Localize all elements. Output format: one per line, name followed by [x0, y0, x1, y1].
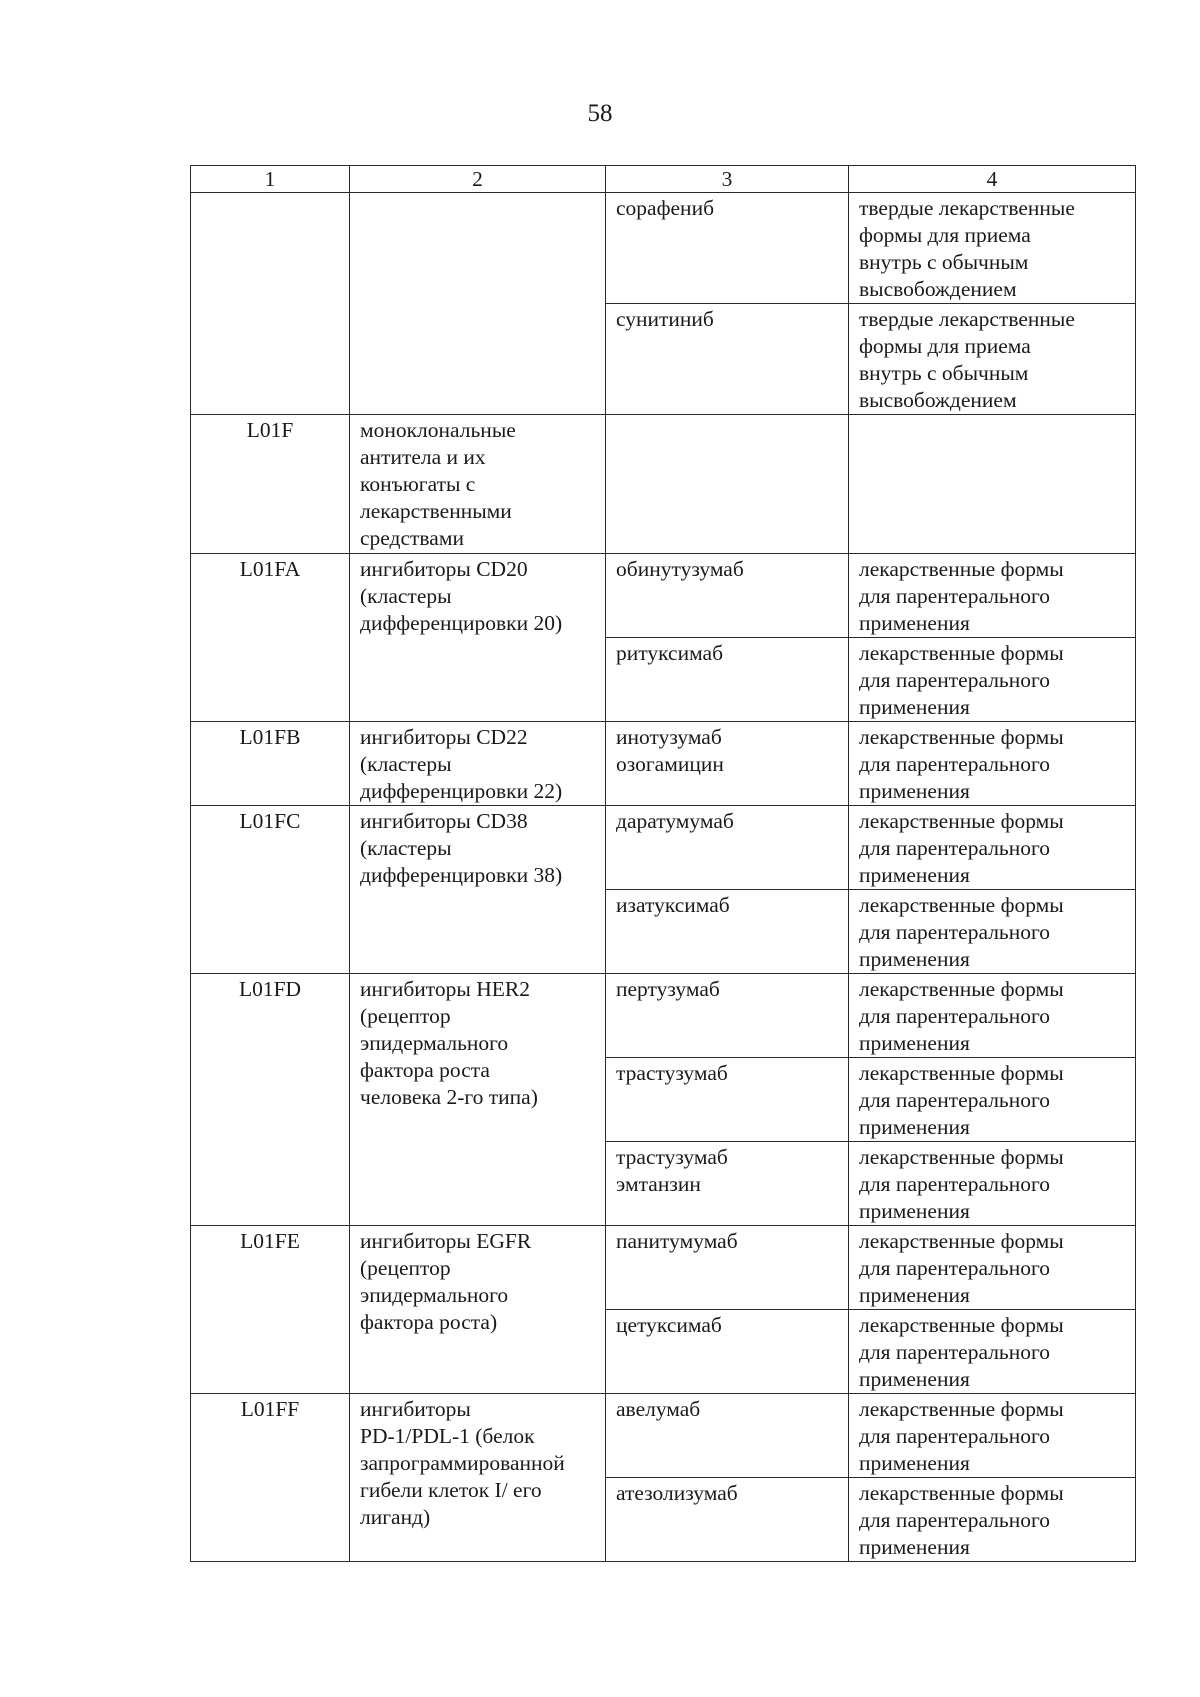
- dosage-form-cell: лекарственные формы для парентерального применения: [849, 890, 1136, 974]
- substance-cell: трастузумаб эмтанзин: [606, 1142, 849, 1226]
- group-name-cell: ингибиторы CD22 (кластеры дифференцировки 22): [350, 722, 606, 806]
- dosage-form-cell: лекарственные формы для парентерального применения: [849, 554, 1136, 638]
- group-name-cell: моноклональные антитела и их конъюгаты с лекарственными средствами: [350, 415, 606, 554]
- dosage-form-cell: твердые лекарственные формы для приема внутрь с обычным высвобождением: [849, 304, 1136, 415]
- substance-cell: атезолизумаб: [606, 1478, 849, 1562]
- dosage-form-cell: лекарственные формы для парентерального применения: [849, 1394, 1136, 1478]
- group-name-cell: [350, 193, 606, 415]
- col-header-2: 2: [350, 166, 606, 193]
- substance-cell: трастузумаб: [606, 1058, 849, 1142]
- substance-cell: сорафениб: [606, 193, 849, 304]
- dosage-form-cell: лекарственные формы для парентерального применения: [849, 722, 1136, 806]
- dosage-form-cell: лекарственные формы для парентерального применения: [849, 1478, 1136, 1562]
- atc-code-cell: [191, 193, 350, 415]
- dosage-form-cell: [849, 415, 1136, 554]
- atc-code-cell: L01F: [191, 415, 350, 554]
- col-header-4: 4: [849, 166, 1136, 193]
- table-row: [191, 806, 1136, 890]
- substance-cell: цетуксимаб: [606, 1310, 849, 1394]
- dosage-form-cell: лекарственные формы для парентерального применения: [849, 1058, 1136, 1142]
- substance-cell: даратумумаб: [606, 806, 849, 890]
- substance-cell: панитумумаб: [606, 1226, 849, 1310]
- atc-code-cell: L01FB: [191, 722, 350, 806]
- drug-table: [190, 165, 1136, 1562]
- page-number: 58: [587, 100, 613, 127]
- table-row: [191, 1226, 1136, 1310]
- dosage-form-cell: твердые лекарственные формы для приема внутрь с обычным высвобождением: [849, 193, 1136, 304]
- group-name-cell: ингибиторы PD-1/PDL-1 (белок запрограммированной гибели клеток I/ его лиганд): [350, 1394, 606, 1562]
- atc-code-cell: L01FD: [191, 974, 350, 1226]
- atc-code-cell: L01FF: [191, 1394, 350, 1562]
- dosage-form-cell: лекарственные формы для парентерального применения: [849, 1226, 1136, 1310]
- substance-cell: обинутузумаб: [606, 554, 849, 638]
- col-header-3: 3: [606, 166, 849, 193]
- substance-cell: ритуксимаб: [606, 638, 849, 722]
- atc-code-cell: L01FC: [191, 806, 350, 974]
- dosage-form-cell: лекарственные формы для парентерального применения: [849, 806, 1136, 890]
- col-header-1: 1: [191, 166, 350, 193]
- group-name-cell: ингибиторы HER2 (рецептор эпидермального фактора роста человека 2-го типа): [350, 974, 606, 1226]
- atc-code-cell: L01FA: [191, 554, 350, 722]
- table-row: [191, 974, 1136, 1058]
- dosage-form-cell: лекарственные формы для парентерального применения: [849, 638, 1136, 722]
- substance-cell: [606, 415, 849, 554]
- substance-cell: сунитиниб: [606, 304, 849, 415]
- atc-code-cell: L01FE: [191, 1226, 350, 1394]
- table-row: [191, 554, 1136, 638]
- substance-cell: пертузумаб: [606, 974, 849, 1058]
- table-row: [191, 193, 1136, 304]
- dosage-form-cell: лекарственные формы для парентерального применения: [849, 1142, 1136, 1226]
- group-name-cell: ингибиторы CD20 (кластеры дифференцировки 20): [350, 554, 606, 722]
- dosage-form-cell: лекарственные формы для парентерального применения: [849, 974, 1136, 1058]
- table-row: [191, 1394, 1136, 1478]
- substance-cell: авелумаб: [606, 1394, 849, 1478]
- group-name-cell: ингибиторы CD38 (кластеры дифференцировки 38): [350, 806, 606, 974]
- header-row: [191, 166, 1136, 193]
- group-name-cell: ингибиторы EGFR (рецептор эпидермального фактора роста): [350, 1226, 606, 1394]
- substance-cell: инотузумаб озогамицин: [606, 722, 849, 806]
- table-row: [191, 415, 1136, 554]
- dosage-form-cell: лекарственные формы для парентерального применения: [849, 1310, 1136, 1394]
- table-row: [191, 722, 1136, 806]
- substance-cell: изатуксимаб: [606, 890, 849, 974]
